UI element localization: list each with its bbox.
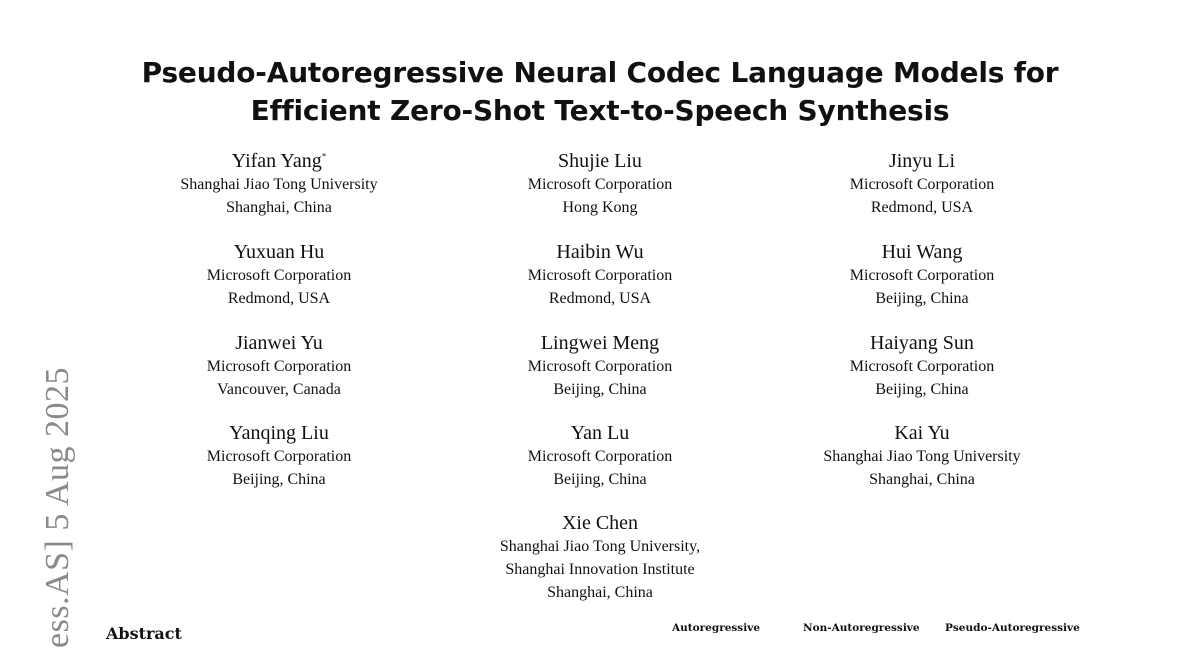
paper-title xyxy=(0,54,1200,130)
author-name: Lingwei Meng xyxy=(540,332,660,354)
author-location: Hong Kong xyxy=(562,199,638,216)
author-affiliation: Microsoft Corporation xyxy=(206,448,352,465)
author-name: Yanqing Liu xyxy=(229,422,329,444)
author-name: Haibin Wu xyxy=(556,241,644,263)
author-location: Beijing, China xyxy=(875,290,969,307)
title-line-2: Efficient Zero-Shot Text-to-Speech Synthesis xyxy=(250,94,950,127)
author-location: Shanghai, China xyxy=(869,471,975,488)
author-location: Redmond, USA xyxy=(227,290,331,307)
author-name: Jinyu Li xyxy=(888,150,956,172)
author-name: Shujie Liu xyxy=(558,150,642,172)
author-affiliation: Microsoft Corporation xyxy=(849,176,995,193)
author-block xyxy=(119,421,439,491)
author-affiliation: Microsoft Corporation xyxy=(206,358,352,375)
author-affiliation: Microsoft Corporation xyxy=(527,267,673,284)
author-location: Redmond, USA xyxy=(870,199,974,216)
author-block xyxy=(440,421,760,491)
title-line-1: Pseudo-Autoregressive Neural Codec Language Models for xyxy=(141,56,1059,89)
author-name: Hui Wang xyxy=(881,241,963,263)
author-block xyxy=(440,511,760,604)
author-affiliation: Microsoft Corporation xyxy=(527,448,673,465)
abstract-heading: Abstract xyxy=(106,624,182,643)
author-affiliation: Shanghai Jiao Tong University xyxy=(823,448,1021,465)
author-affiliation: Shanghai Jiao Tong University xyxy=(180,176,378,193)
author-name: Kai Yu xyxy=(894,422,950,444)
author-location: Beijing, China xyxy=(232,471,326,488)
author-name-text: Yifan Yang xyxy=(231,150,322,172)
author-name xyxy=(119,149,439,173)
author-affiliation-2: Shanghai Innovation Institute xyxy=(505,561,695,578)
author-name: Yuxuan Hu xyxy=(233,241,325,263)
figure-label-non-autoregressive: Non-Autoregressive xyxy=(803,622,920,634)
figure-label-autoregressive: Autoregressive xyxy=(672,622,760,634)
author-affiliation: Microsoft Corporation xyxy=(527,358,673,375)
author-location: Beijing, China xyxy=(553,471,647,488)
arxiv-identifier-margin: ess.AS] 5 Aug 2025 xyxy=(39,366,76,648)
author-location: Beijing, China xyxy=(875,381,969,398)
figure-label-pseudo-autoregressive: Pseudo-Autoregressive xyxy=(945,622,1080,634)
author-name: Yan Lu xyxy=(570,422,630,444)
author-affiliation: Microsoft Corporation xyxy=(206,267,352,284)
author-name: Haiyang Sun xyxy=(870,332,974,354)
author-block xyxy=(762,421,1082,491)
author-block xyxy=(762,331,1082,401)
author-location: Vancouver, Canada xyxy=(217,381,341,398)
author-location: Shanghai, China xyxy=(226,199,332,216)
author-name: Xie Chen xyxy=(561,512,639,534)
author-affiliation: Microsoft Corporation xyxy=(849,267,995,284)
figure-header-labels xyxy=(0,620,1200,640)
author-affiliation: Microsoft Corporation xyxy=(527,176,673,193)
footnote-mark: * xyxy=(321,151,327,162)
author-block xyxy=(440,149,760,219)
author-block xyxy=(762,149,1082,219)
author-affiliation: Shanghai Jiao Tong University, xyxy=(499,538,701,555)
author-location: Shanghai, China xyxy=(547,584,653,601)
author-affiliation: Microsoft Corporation xyxy=(849,358,995,375)
author-block xyxy=(119,331,439,401)
author-block xyxy=(440,240,760,310)
author-block xyxy=(762,240,1082,310)
author-block xyxy=(440,331,760,401)
author-name: Jianwei Yu xyxy=(235,332,323,354)
author-location: Beijing, China xyxy=(553,381,647,398)
author-block xyxy=(119,149,439,219)
author-block xyxy=(119,240,439,310)
author-location: Redmond, USA xyxy=(548,290,652,307)
